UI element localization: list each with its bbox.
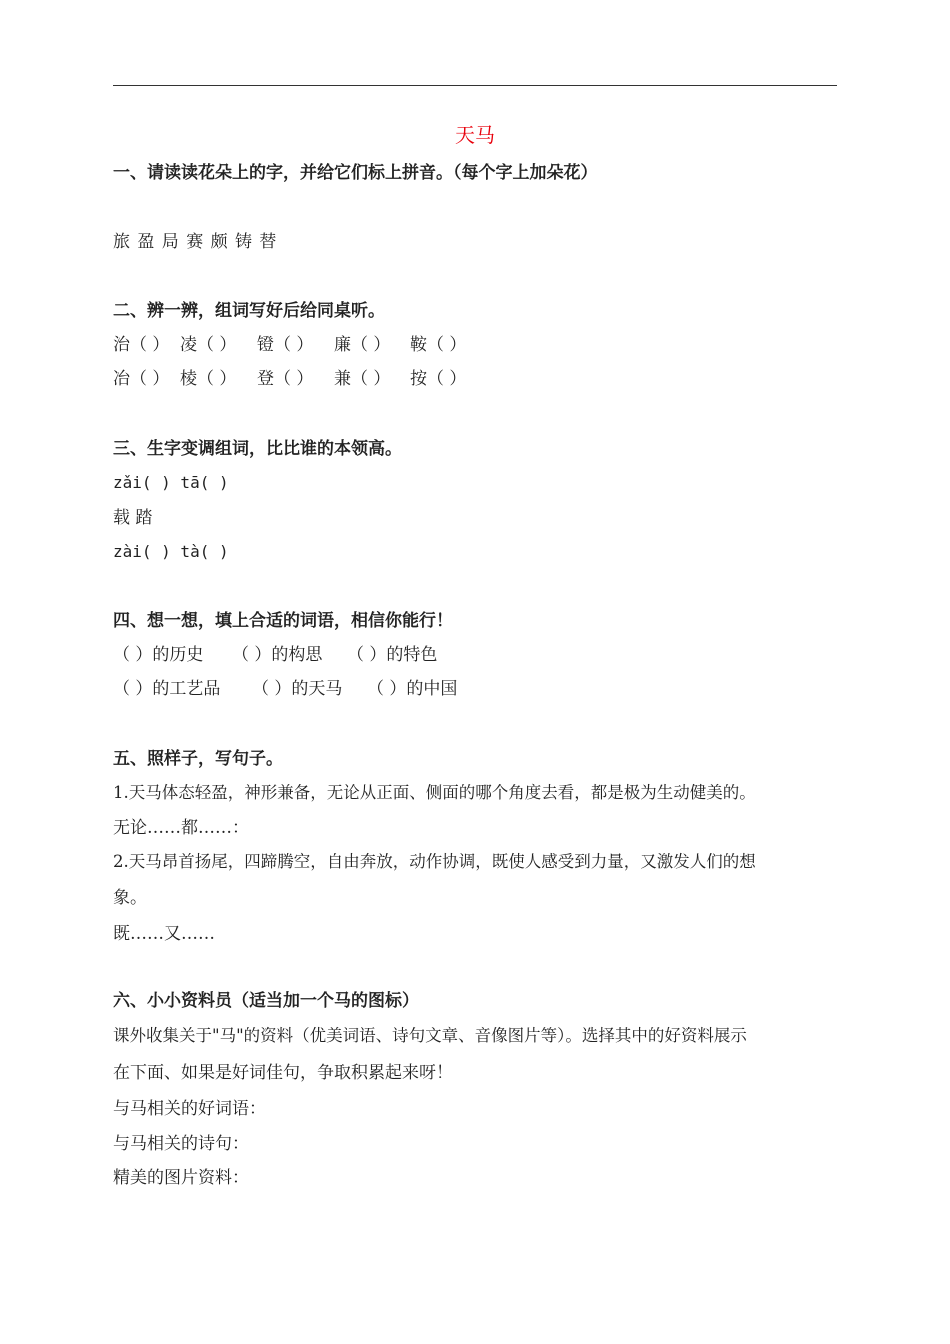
pictures-label: 精美的图片资料： [113,1168,249,1188]
word-blank: 廉（ ） [334,335,391,355]
section-1-heading: 一、请读读花朵上的字，并给它们标上拼音。（每个字上加朵花） [113,163,598,183]
pattern-prompt-2: 既……又…… [113,924,215,944]
page-title: 天马 [455,123,495,147]
chars-line: 载 踏 [113,508,153,528]
example-sentence-2: 2.天马昂首扬尾，四蹄腾空，自由奔放，动作协调，既使人感受到力量，又激发人们的想 [113,852,756,871]
section-2-row-2 [113,367,533,391]
phrase-blank: （ ）的天马 [252,679,343,699]
phrase-blank: （ ）的特色 [347,645,438,665]
section-6-heading: 六、小小资料员（适当加一个马的图标） [113,991,419,1011]
section-4-row-2 [113,677,513,701]
word-blank: 凌（ ） [180,335,237,355]
section-4-heading: 四、想一想，填上合适的词语，相信你能行！ [113,611,453,631]
section-3-heading: 三、生字变调组词，比比谁的本领高。 [113,439,402,459]
word-blank: 登（ ） [257,369,314,389]
example-sentence-2-cont: 象。 [113,888,147,908]
phrase-blank: （ ）的工艺品 [113,679,221,699]
word-blank: 镫（ ） [257,335,314,355]
good-words-label: 与马相关的好词语： [113,1099,266,1119]
word-blank: 兼（ ） [334,369,391,389]
poems-label: 与马相关的诗句： [113,1134,249,1154]
section-6-paragraph: 课外收集关于"马"的资料（优美词语、诗句文章、音像图片等）。选择其中的好资料展示 [113,1026,747,1045]
word-blank: 鞍（ ） [410,335,467,355]
word-blank: 棱（ ） [180,369,237,389]
phrase-blank: （ ）的构思 [232,645,323,665]
section-5-heading: 五、照样子，写句子。 [113,749,283,769]
section-6-paragraph-cont: 在下面、如果是好词佳句，争取积累起来呀！ [113,1063,453,1083]
example-sentence-1: 1.天马体态轻盈，神形兼备，无论从正面、侧面的哪个角度去看，都是极为生动健美的。 [113,783,756,802]
section-2-heading: 二、辨一辨，组词写好后给同桌听。 [113,301,385,321]
word-blank: 治（ ） [113,335,170,355]
phrase-blank: （ ）的历史 [113,645,204,665]
pinyin-line-1: zǎi( ) tā( ) [113,473,229,492]
pinyin-line-2: zài( ) tà( ) [113,542,229,561]
pattern-prompt-1: 无论……都……： [113,818,249,838]
section-4-row-1 [113,643,513,667]
phrase-blank: （ ）的中国 [367,679,458,699]
section-2-row-1 [113,333,533,357]
word-blank: 冶（ ） [113,369,170,389]
header-rule [113,85,837,86]
word-blank: 按（ ） [410,369,467,389]
section-1-chars: 旅 盈 局 赛 颇 铸 替 [113,232,278,252]
